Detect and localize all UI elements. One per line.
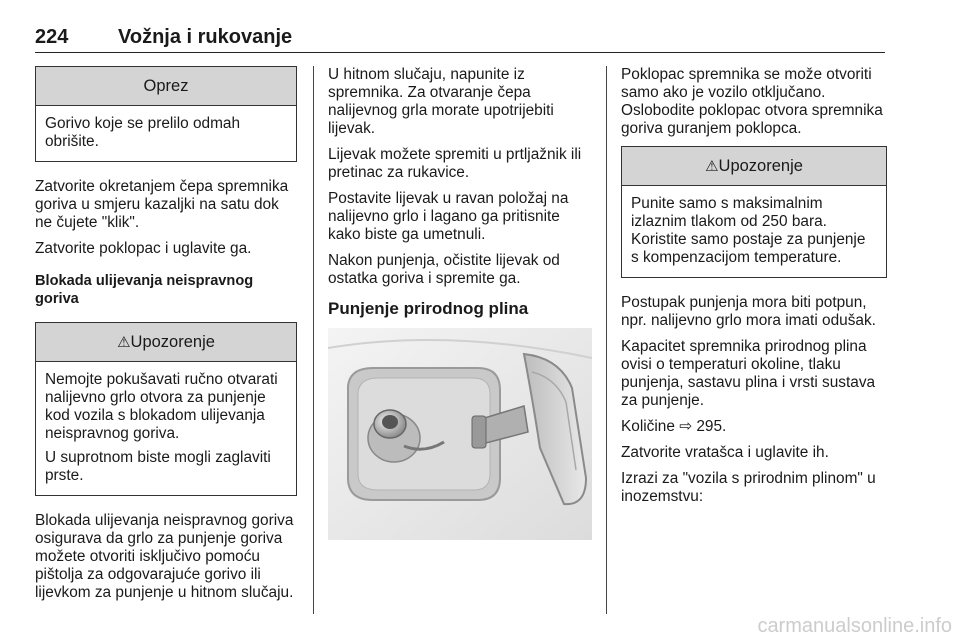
chapter-title: Vožnja i rukovanje [118,26,293,48]
quantities-paragraph [621,418,887,436]
fuel-filler-illustration [328,328,592,540]
caution-box [35,66,297,162]
column-1 [35,66,297,610]
warning-text: U suprotnom biste mogli zaglaviti prste. [45,449,271,484]
subheading: Blokada ulijevanja neispravnog goriva [35,273,254,307]
paragraph: Izrazi za "vozila s prirodnim plinom" u inozemstvu: [621,470,876,505]
warning-box [35,322,297,496]
paragraph: Zatvorite poklopac i uglavite ga. [35,240,252,257]
paragraph: Postupak punjenja mora biti potpun, npr. nalijevno grlo mora imati odušak. [621,294,876,329]
paragraph: Kapacitet spremnika prirodnog plina ovisi o temperaturi okoline, tlaku punjenja, sastavu plina i vrsti sustava za punjenje. [621,338,876,409]
caution-text: Gorivo koje se prelilo odmah obrišite. [45,115,241,150]
column-3 [621,66,887,514]
section-heading: Punjenje prirodnog plina [328,299,529,318]
paragraph: Blokada ulijevanja neispravnog goriva osigurava da grlo za punjenje goriva možete otvoriti isključivo pomoću pištolja za odgovarajuće gorivo ili lijevkom za punjenje u hitnom slučaju. [35,512,294,601]
page-ref-arrow-icon: ⇨ [679,418,693,435]
warning-title: Upozorenje [130,333,215,351]
quantities-label: Količine [621,418,680,435]
column-2 [328,66,594,540]
warning-icon: ⚠ [705,158,719,175]
column-divider-1 [313,66,314,614]
paragraph: Postavite lijevak u ravan položaj na nalijevno grlo i lagano ga pritisnite kako biste ga umetnuli. [328,190,569,243]
warning-icon: ⚠ [117,334,131,351]
watermark: carmanualsonline.info [757,615,952,637]
paragraph: Lijevak možete spremiti u prtljažnik ili pretinac za rukavice. [328,146,582,181]
paragraph: Nakon punjenja, očistite lijevak od ostatka goriva i spremite ga. [328,252,560,287]
warning-title-bar [622,147,886,186]
warning-text: Nemojte pokušavati ručno otvarati nalijevno grlo otvora za punjenje kod vozila s blokadom ulijevanja neispravnog goriva. [45,371,278,442]
warning-box [621,146,887,278]
paragraph: Poklopac spremnika se može otvoriti samo ako je vozilo otključano. Oslobodite poklopac otvora spremnika goriva guranjem poklopca. [621,66,883,137]
warning-text: Punite samo s maksimalnim izlaznim tlakom od 250 bara. Koristite samo postaje za punjenje s kompenzacijom temperature. [631,195,866,266]
warning-title-bar [36,323,296,362]
page-number: 224 [35,26,69,48]
paragraph: Zatvorite vratašca i uglavite ih. [621,444,829,461]
paragraph: U hitnom slučaju, napunite iz spremnika. Za otvaranje čepa nalijevnog grla morate upotrijebiti lijevak. [328,66,554,137]
warning-title: Upozorenje [718,157,803,175]
page-header [35,22,885,53]
column-divider-2 [606,66,607,614]
page-ref-link[interactable]: 295. [692,418,727,435]
fuel-filler-svg [328,328,592,540]
caution-title: Oprez [36,67,296,106]
paragraph: Zatvorite okretanjem čepa spremnika goriva u smjeru kazaljki na satu dok ne čujete "klik". [35,178,289,231]
